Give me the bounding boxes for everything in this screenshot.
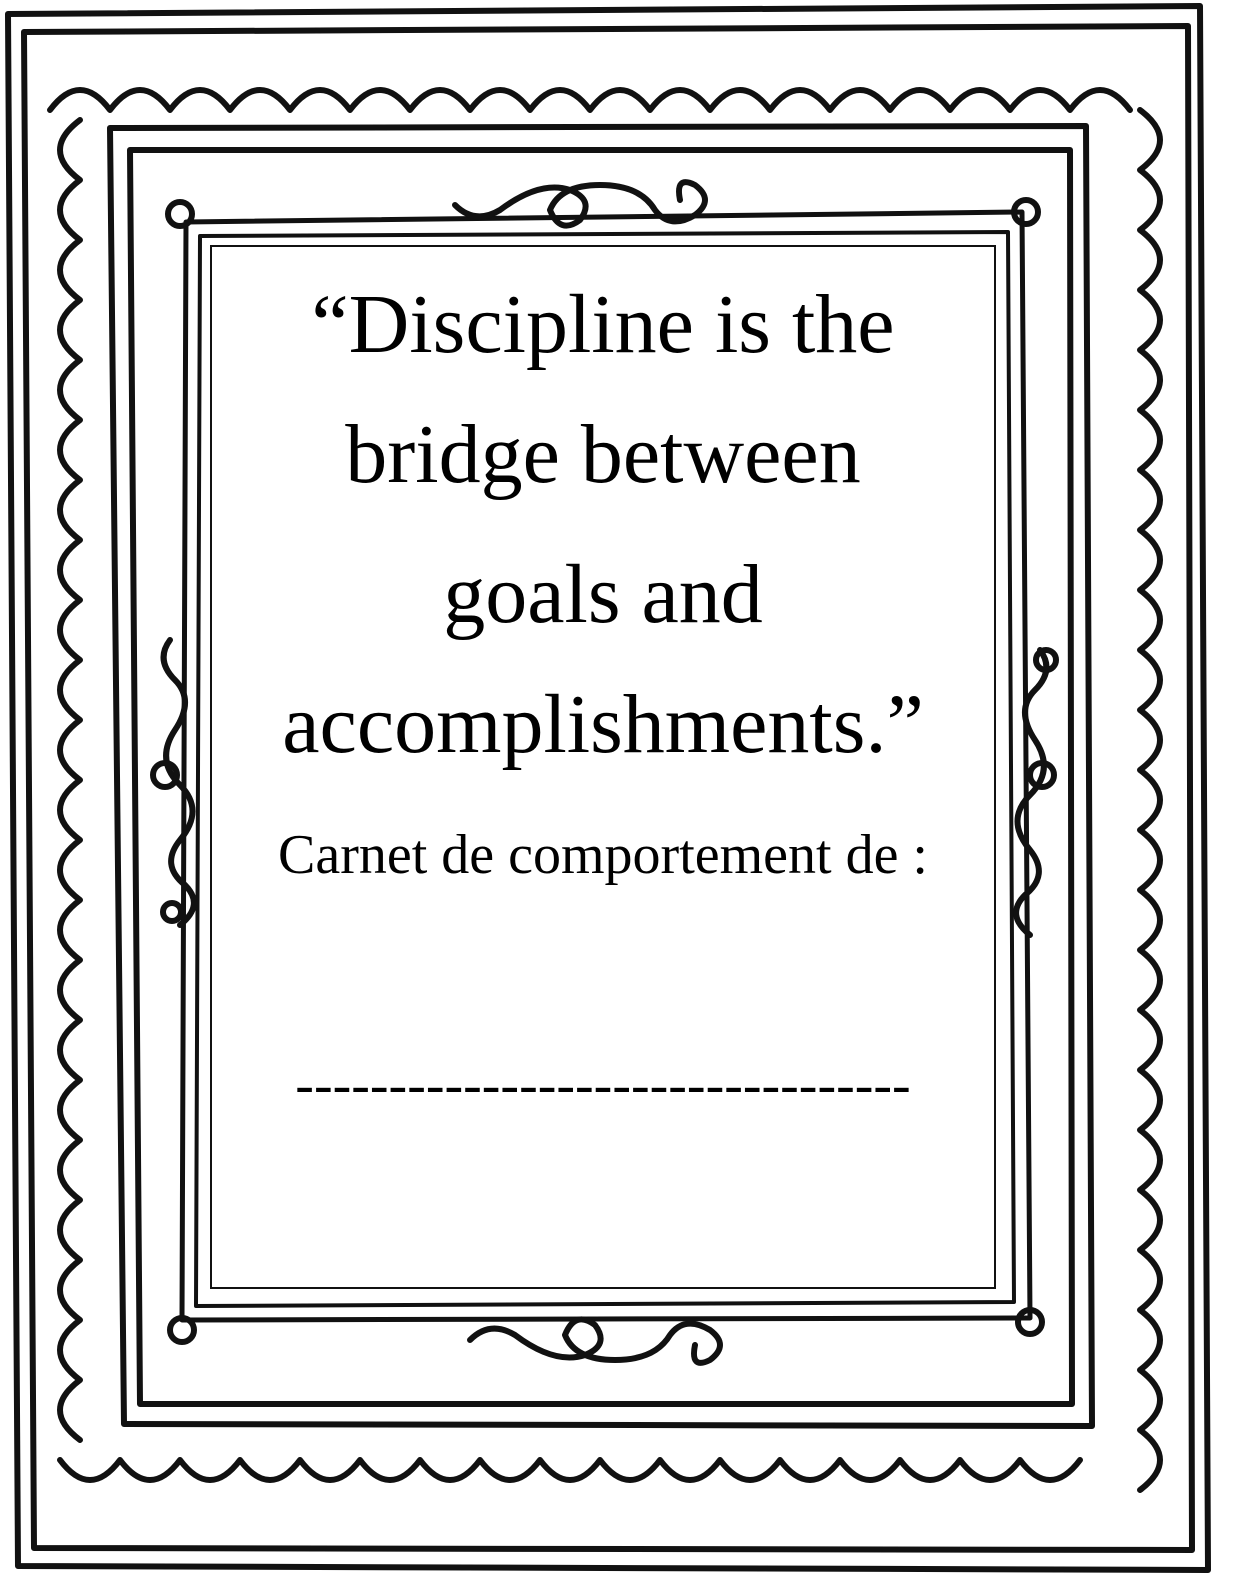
- quote-line-3: goals and: [443, 548, 763, 641]
- left-flourish: [164, 640, 194, 925]
- quote-line-1: “Discipline is the: [311, 278, 895, 371]
- left-flourish-loop: [163, 903, 181, 921]
- quote-line-4: accomplishments.”: [282, 678, 924, 771]
- owner-label: Carnet de comportement de :: [278, 824, 928, 886]
- quote-line-2: bridge between: [345, 408, 861, 501]
- title-panel: [210, 245, 996, 1289]
- owner-name-blank: ---------------------------------: [295, 1054, 911, 1116]
- bottom-flourish: [470, 1319, 720, 1362]
- corner-loop: [168, 202, 192, 226]
- scallop-right: [1140, 110, 1160, 1490]
- right-flourish: [1016, 650, 1046, 935]
- scallop-left: [60, 120, 80, 1440]
- scallop-top: [50, 90, 1130, 110]
- scallop-bottom: [60, 1460, 1080, 1480]
